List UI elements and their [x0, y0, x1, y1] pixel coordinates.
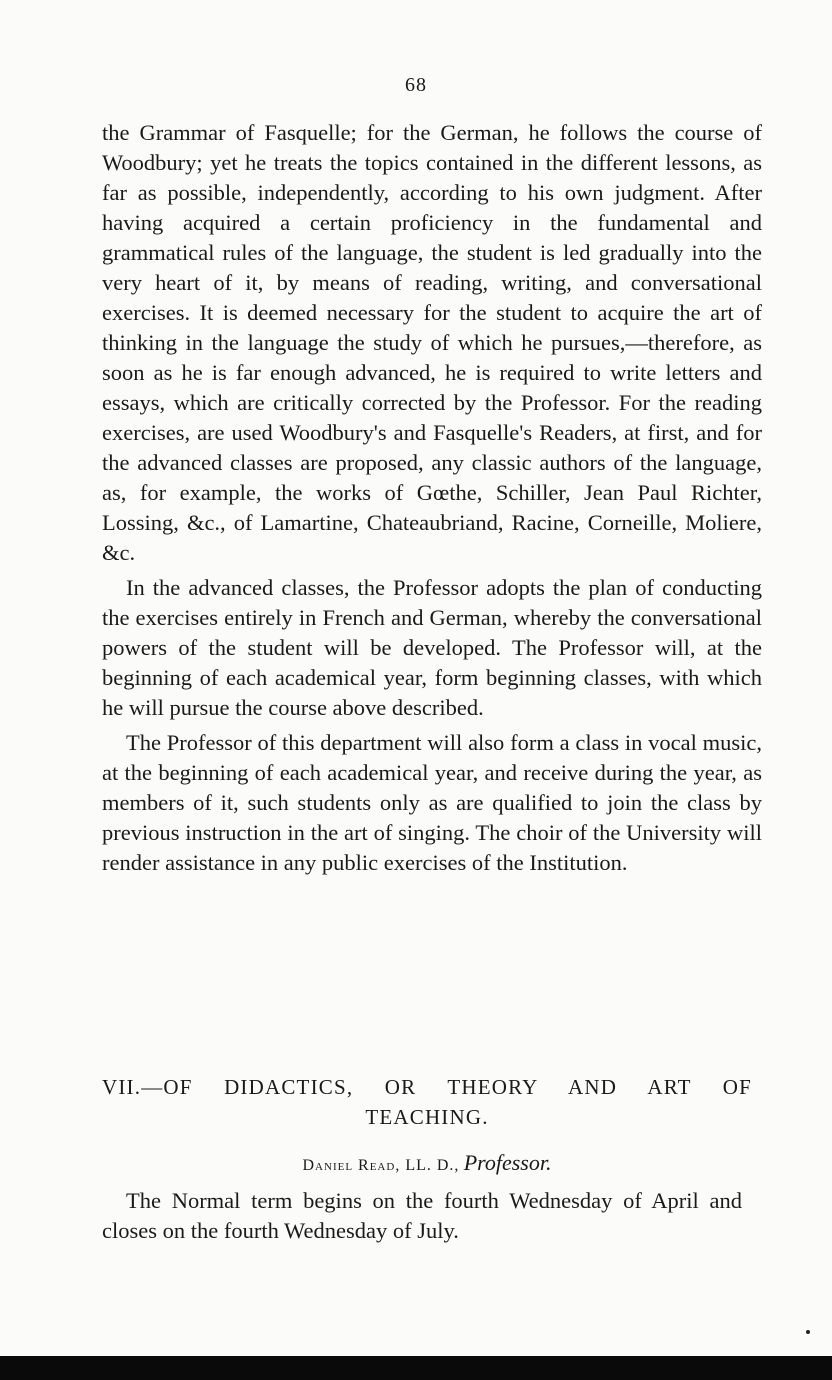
professor-line — [102, 1150, 752, 1176]
page-number: 68 — [405, 74, 427, 96]
professor-name: Daniel Read, LL. D., — [302, 1157, 460, 1174]
paragraph-normal-term: The Normal term begins on the fourth Wednesday of April and closes on the fourth Wednesday of July. — [102, 1188, 742, 1243]
body-text — [102, 118, 762, 883]
normal-term-text — [102, 1186, 742, 1251]
paragraph-continued: the Grammar of Fasquelle; for the German, he follows the course of Woodbury; yet he treats the topics contained in the different lessons, as far as possible, independently, according to his own judgment. After having acquired a certain proficiency in the fundamental and grammatical rules of the language, the student is led gradually into the very heart of it, by means of reading, writing, and conversational exercises. It is deemed necessary for the student to acquire the art of thinking in the language the study of which he pursues,—therefore, as soon as he is far enough advanced, he is required to write letters and essays, which are critically corrected by the Professor. For the reading exercises, are used Woodbury's and Fasquelle's Readers, at first, and for the advanced classes are proposed, any classic authors of the language, as, for example, the works of Gœthe, Schiller, Jean Paul Richter, Lossing, &c., of Lamartine, Chateaubriand, Racine, Corneille, Moliere, &c. — [102, 120, 762, 565]
professor-title: Professor. — [463, 1150, 552, 1175]
section-heading — [102, 1072, 752, 1132]
paragraph-advanced-classes: In the advanced classes, the Professor adopts the plan of conducting the exercises entirely in French and German, whereby the conversational powers of the student will be developed. The Professor will, at the beginning of each academical year, form beginning classes, with which he will pursue the course above described. — [102, 575, 762, 720]
section-heading-line1: VII.—OF DIDACTICS, OR THEORY AND ART OF — [102, 1075, 752, 1099]
section-heading-line2: TEACHING. — [365, 1105, 489, 1129]
scan-edge-bar — [0, 1356, 832, 1380]
paragraph-vocal-music: The Professor of this department will also form a class in vocal music, at the beginning of each academical year, and receive during the year, as members of it, such students only as are qualified to join the class by previous instruction in the art of singing. The choir of the University will render assistance in any public exercises of the Institution. — [102, 730, 762, 875]
ink-speck — [806, 1330, 810, 1334]
